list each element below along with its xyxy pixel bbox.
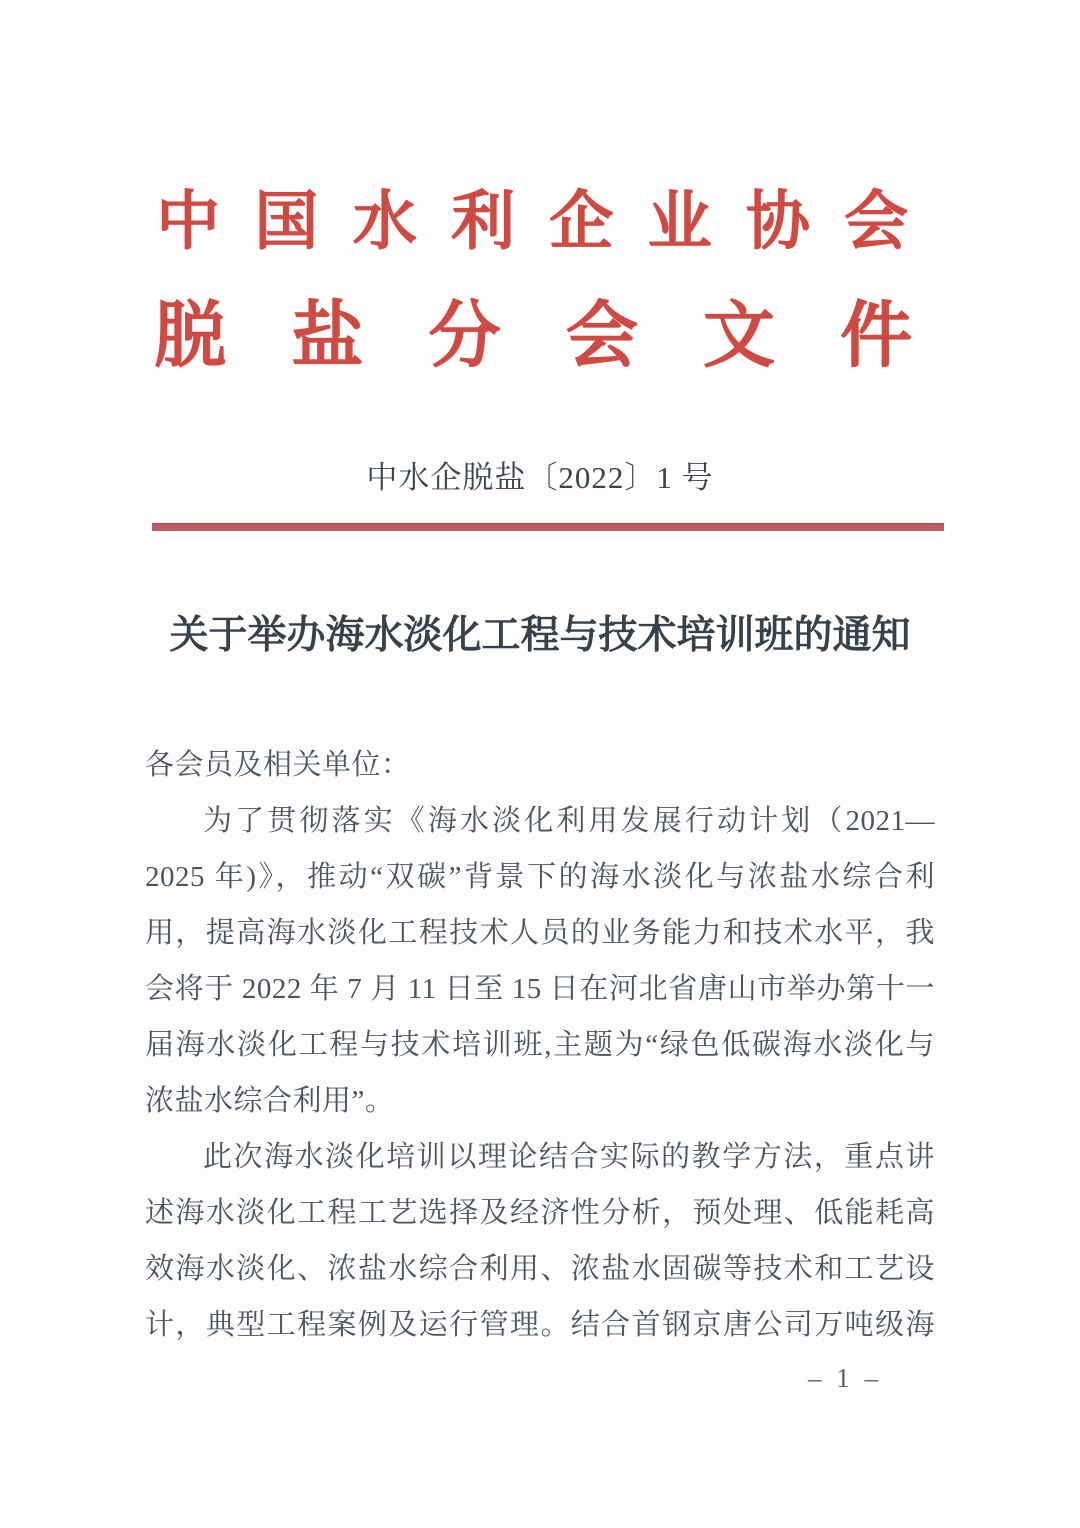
body-line: 计，典型工程案例及运行管理。结合首钢京唐公司万吨级海 (145, 1309, 935, 1341)
body-line: 2025 年)》，推动“双碳”背景下的海水淡化与浓盐水综合利 (145, 861, 935, 893)
body-line: 届海水淡化工程与技术培训班,主题为“绿色低碳海水淡化与 (145, 1029, 935, 1061)
document-body (145, 737, 935, 1353)
body-line: 此次海水淡化培训以理论结合实际的教学方法，重点讲 (203, 1141, 935, 1173)
body-line: 浓盐水综合利用”。 (145, 1085, 395, 1117)
body-line: 效海水淡化、浓盐水综合利用、浓盐水固碳等技术和工艺设 (145, 1253, 935, 1285)
body-line: 为了贯彻落实《海水淡化利用发展行动计划（2021— (203, 805, 935, 837)
salutation-line: 各会员及相关单位： (145, 749, 411, 781)
body-line: 会将于 2022 年 7 月 11 日至 15 日在河北省唐山市举办第十一 (145, 973, 935, 1005)
page-number: – 1 – (808, 1363, 882, 1393)
red-divider-line (152, 523, 944, 531)
letterhead-line-2: 脱 盐 分 会 文 件 (154, 296, 912, 376)
letterhead-line-1: 中 国 水 利 企 业 协 会 (156, 186, 908, 257)
document-number: 中水企脱盐〔2022〕1 号 (366, 460, 714, 495)
document-title: 关于举办海水淡化工程与技术培训班的通知 (169, 614, 911, 657)
body-line: 用，提高海水淡化工程技术人员的业务能力和技术水平，我 (145, 917, 935, 949)
body-line: 述海水淡化工程工艺选择及经济性分析，预处理、低能耗高 (145, 1197, 935, 1229)
